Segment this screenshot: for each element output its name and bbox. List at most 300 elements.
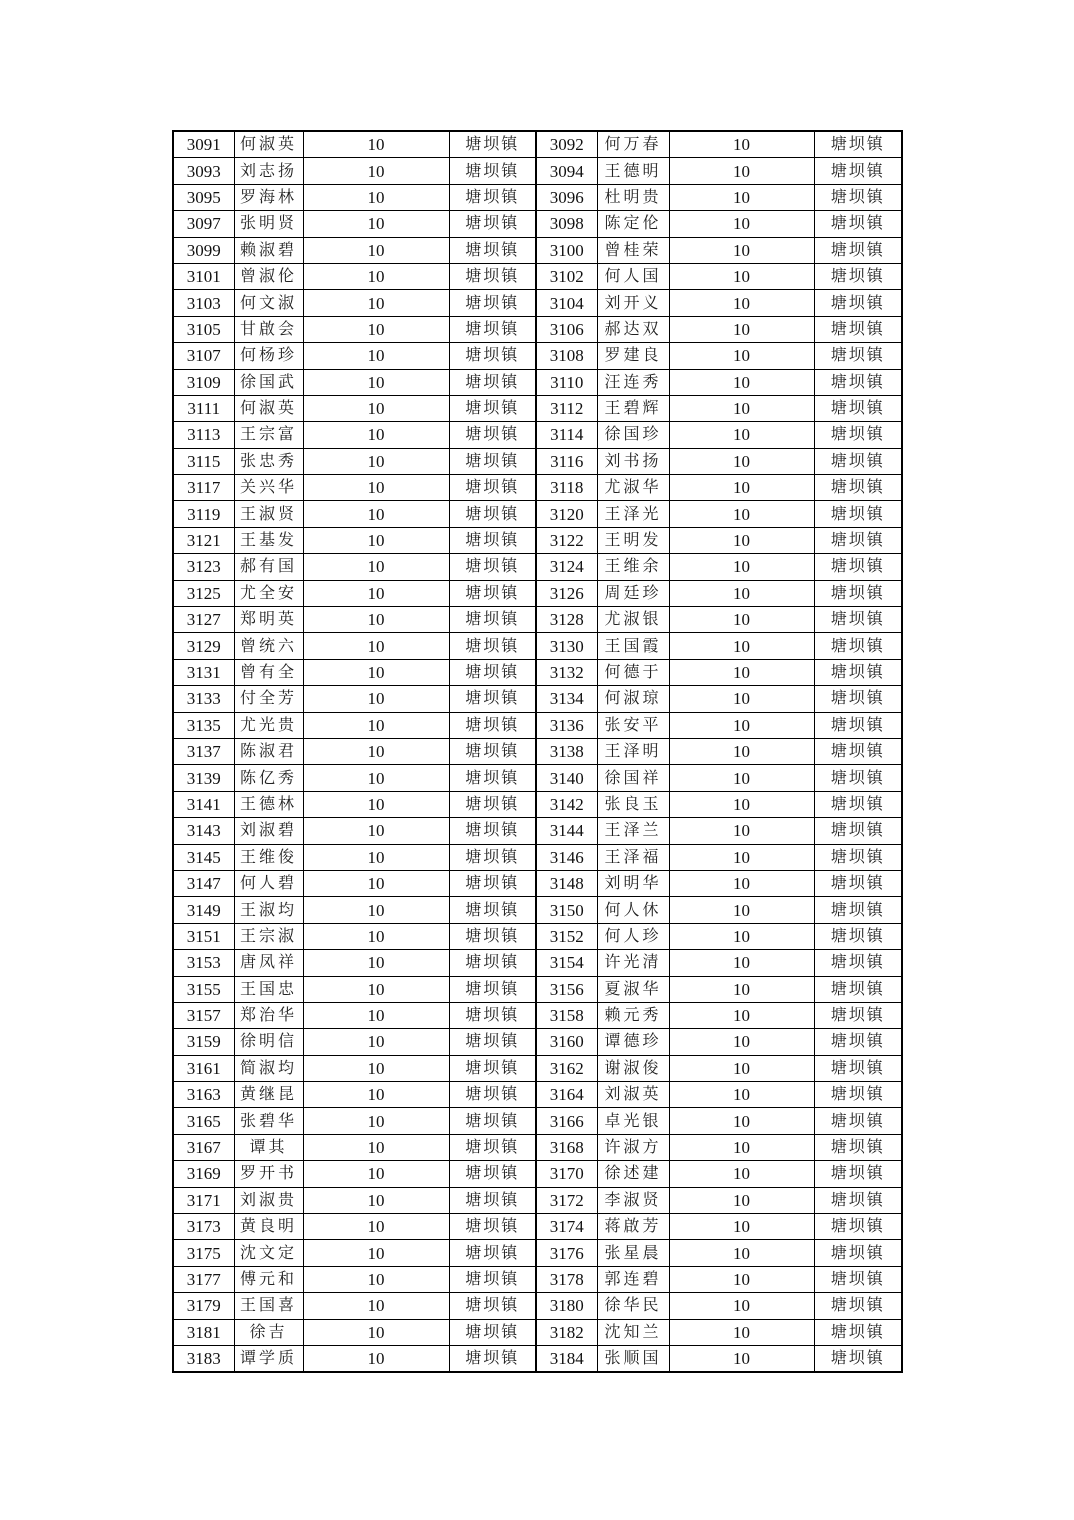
amount: 10 [303,448,449,474]
table-row [173,395,902,421]
person-name: 刘淑英 [597,1082,669,1108]
record-number: 3150 [536,897,597,923]
record-number: 3101 [173,263,234,289]
person-name: 王泽明 [597,738,669,764]
person-name: 郝有国 [234,554,303,580]
table-row [173,686,902,712]
person-name: 张星晨 [597,1240,669,1266]
record-number: 3170 [536,1161,597,1187]
person-name: 王淑贤 [234,501,303,527]
table-row [173,475,902,501]
person-name: 王明发 [597,527,669,553]
person-name: 曾淑伦 [234,263,303,289]
amount: 10 [669,1187,814,1213]
roster-table [172,130,903,1373]
record-number: 3175 [173,1240,234,1266]
table-row [173,1161,902,1187]
record-number: 3104 [536,290,597,316]
town: 塘坝镇 [814,1293,902,1319]
table-row [173,1187,902,1213]
record-number: 3159 [173,1029,234,1055]
amount: 10 [669,607,814,633]
town: 塘坝镇 [449,1002,536,1028]
person-name: 汪连秀 [597,369,669,395]
town: 塘坝镇 [449,607,536,633]
person-name: 沈知兰 [597,1319,669,1345]
record-number: 3126 [536,580,597,606]
amount: 10 [303,211,449,237]
table-row [173,607,902,633]
record-number: 3107 [173,343,234,369]
table-row [173,976,902,1002]
town: 塘坝镇 [449,1266,536,1292]
record-number: 3091 [173,131,234,158]
record-number: 3124 [536,554,597,580]
amount: 10 [669,211,814,237]
town: 塘坝镇 [449,448,536,474]
town: 塘坝镇 [449,131,536,158]
person-name: 尤全安 [234,580,303,606]
person-name: 简淑均 [234,1055,303,1081]
amount: 10 [303,422,449,448]
town: 塘坝镇 [449,263,536,289]
record-number: 3157 [173,1002,234,1028]
amount: 10 [669,369,814,395]
person-name: 唐凤祥 [234,950,303,976]
record-number: 3123 [173,554,234,580]
town: 塘坝镇 [449,501,536,527]
town: 塘坝镇 [449,1240,536,1266]
person-name: 郑治华 [234,1002,303,1028]
amount: 10 [669,1055,814,1081]
town: 塘坝镇 [449,1293,536,1319]
amount: 10 [303,131,449,158]
person-name: 何人休 [597,897,669,923]
amount: 10 [303,1002,449,1028]
town: 塘坝镇 [814,712,902,738]
town: 塘坝镇 [814,1055,902,1081]
amount: 10 [303,554,449,580]
amount: 10 [669,1266,814,1292]
table-row [173,950,902,976]
town: 塘坝镇 [814,237,902,263]
amount: 10 [669,738,814,764]
record-number: 3173 [173,1214,234,1240]
town: 塘坝镇 [449,686,536,712]
town: 塘坝镇 [814,475,902,501]
town: 塘坝镇 [814,1029,902,1055]
amount: 10 [303,818,449,844]
amount: 10 [303,791,449,817]
record-number: 3148 [536,870,597,896]
town: 塘坝镇 [814,1002,902,1028]
town: 塘坝镇 [449,158,536,184]
table-row [173,765,902,791]
table-row [173,580,902,606]
amount: 10 [669,554,814,580]
amount: 10 [303,158,449,184]
amount: 10 [669,290,814,316]
table-row [173,1108,902,1134]
person-name: 许淑方 [597,1134,669,1160]
town: 塘坝镇 [449,527,536,553]
amount: 10 [303,1266,449,1292]
person-name: 郑明英 [234,607,303,633]
town: 塘坝镇 [814,844,902,870]
town: 塘坝镇 [449,422,536,448]
table-row [173,1029,902,1055]
record-number: 3106 [536,316,597,342]
town: 塘坝镇 [449,1319,536,1345]
town: 塘坝镇 [449,870,536,896]
person-name: 付全芳 [234,686,303,712]
amount: 10 [303,263,449,289]
person-name: 王淑均 [234,897,303,923]
amount: 10 [669,870,814,896]
amount: 10 [303,1029,449,1055]
record-number: 3163 [173,1082,234,1108]
record-number: 3133 [173,686,234,712]
amount: 10 [303,580,449,606]
person-name: 赖淑碧 [234,237,303,263]
person-name: 王德林 [234,791,303,817]
amount: 10 [669,897,814,923]
amount: 10 [669,1319,814,1345]
town: 塘坝镇 [449,1187,536,1213]
amount: 10 [669,1082,814,1108]
amount: 10 [669,976,814,1002]
amount: 10 [303,686,449,712]
amount: 10 [669,923,814,949]
amount: 10 [303,527,449,553]
amount: 10 [303,1082,449,1108]
person-name: 何淑英 [234,131,303,158]
amount: 10 [303,607,449,633]
record-number: 3097 [173,211,234,237]
record-number: 3136 [536,712,597,738]
town: 塘坝镇 [814,976,902,1002]
person-name: 徐国祥 [597,765,669,791]
amount: 10 [669,950,814,976]
table-row [173,1214,902,1240]
record-number: 3174 [536,1214,597,1240]
amount: 10 [303,475,449,501]
town: 塘坝镇 [449,1108,536,1134]
record-number: 3125 [173,580,234,606]
record-number: 3155 [173,976,234,1002]
person-name: 谭德珍 [597,1029,669,1055]
person-name: 何万春 [597,131,669,158]
amount: 10 [303,1134,449,1160]
amount: 10 [669,580,814,606]
town: 塘坝镇 [814,659,902,685]
table-row [173,1240,902,1266]
amount: 10 [303,1161,449,1187]
record-number: 3120 [536,501,597,527]
amount: 10 [669,448,814,474]
person-name: 王国霞 [597,633,669,659]
amount: 10 [303,659,449,685]
person-name: 卓光银 [597,1108,669,1134]
record-number: 3138 [536,738,597,764]
town: 塘坝镇 [814,501,902,527]
town: 塘坝镇 [814,184,902,210]
amount: 10 [669,765,814,791]
record-number: 3151 [173,923,234,949]
amount: 10 [669,712,814,738]
person-name: 何杨珍 [234,343,303,369]
record-number: 3172 [536,1187,597,1213]
person-name: 刘淑贵 [234,1187,303,1213]
person-name: 徐吉 [234,1319,303,1345]
amount: 10 [303,712,449,738]
person-name: 何人国 [597,263,669,289]
amount: 10 [303,290,449,316]
record-number: 3099 [173,237,234,263]
person-name: 曾有全 [234,659,303,685]
town: 塘坝镇 [814,1319,902,1345]
table-row [173,501,902,527]
town: 塘坝镇 [449,738,536,764]
town: 塘坝镇 [449,1029,536,1055]
amount: 10 [669,818,814,844]
town: 塘坝镇 [449,316,536,342]
town: 塘坝镇 [449,791,536,817]
town: 塘坝镇 [814,1266,902,1292]
person-name: 尤淑华 [597,475,669,501]
amount: 10 [303,1345,449,1372]
record-number: 3100 [536,237,597,263]
record-number: 3114 [536,422,597,448]
record-number: 3130 [536,633,597,659]
person-name: 王宗淑 [234,923,303,949]
amount: 10 [669,844,814,870]
amount: 10 [303,1108,449,1134]
table-row [173,1345,902,1372]
town: 塘坝镇 [814,131,902,158]
record-number: 3161 [173,1055,234,1081]
person-name: 王泽兰 [597,818,669,844]
amount: 10 [669,422,814,448]
amount: 10 [669,395,814,421]
record-number: 3156 [536,976,597,1002]
town: 塘坝镇 [449,1134,536,1160]
table-row [173,343,902,369]
town: 塘坝镇 [449,1082,536,1108]
town: 塘坝镇 [814,1187,902,1213]
amount: 10 [303,738,449,764]
amount: 10 [303,395,449,421]
amount: 10 [669,1029,814,1055]
amount: 10 [303,633,449,659]
amount: 10 [669,1240,814,1266]
town: 塘坝镇 [449,580,536,606]
record-number: 3143 [173,818,234,844]
amount: 10 [669,1293,814,1319]
record-number: 3094 [536,158,597,184]
table-row [173,211,902,237]
amount: 10 [303,765,449,791]
table-row [173,1319,902,1345]
person-name: 黄良明 [234,1214,303,1240]
town: 塘坝镇 [449,475,536,501]
person-name: 周廷珍 [597,580,669,606]
record-number: 3129 [173,633,234,659]
amount: 10 [303,1187,449,1213]
record-number: 3103 [173,290,234,316]
person-name: 刘开义 [597,290,669,316]
town: 塘坝镇 [449,765,536,791]
table-row [173,1134,902,1160]
record-number: 3118 [536,475,597,501]
amount: 10 [303,976,449,1002]
record-number: 3134 [536,686,597,712]
record-number: 3184 [536,1345,597,1372]
person-name: 何淑英 [234,395,303,421]
amount: 10 [303,870,449,896]
record-number: 3092 [536,131,597,158]
person-name: 王德明 [597,158,669,184]
record-number: 3168 [536,1134,597,1160]
record-number: 3144 [536,818,597,844]
town: 塘坝镇 [814,1214,902,1240]
record-number: 3146 [536,844,597,870]
town: 塘坝镇 [814,686,902,712]
amount: 10 [669,633,814,659]
record-number: 3164 [536,1082,597,1108]
person-name: 陈淑君 [234,738,303,764]
town: 塘坝镇 [814,554,902,580]
record-number: 3178 [536,1266,597,1292]
record-number: 3158 [536,1002,597,1028]
person-name: 罗开书 [234,1161,303,1187]
amount: 10 [669,1134,814,1160]
person-name: 王国喜 [234,1293,303,1319]
amount: 10 [669,686,814,712]
record-number: 3176 [536,1240,597,1266]
record-number: 3166 [536,1108,597,1134]
town: 塘坝镇 [449,395,536,421]
table-row [173,818,902,844]
town: 塘坝镇 [449,659,536,685]
town: 塘坝镇 [449,976,536,1002]
person-name: 张碧华 [234,1108,303,1134]
record-number: 3145 [173,844,234,870]
person-name: 刘志扬 [234,158,303,184]
amount: 10 [669,316,814,342]
town: 塘坝镇 [814,818,902,844]
town: 塘坝镇 [814,607,902,633]
record-number: 3162 [536,1055,597,1081]
table-row [173,844,902,870]
amount: 10 [303,1214,449,1240]
person-name: 尤光贵 [234,712,303,738]
person-name: 何德于 [597,659,669,685]
person-name: 张良玉 [597,791,669,817]
town: 塘坝镇 [449,184,536,210]
person-name: 甘啟会 [234,316,303,342]
table-row [173,290,902,316]
table-row [173,1055,902,1081]
town: 塘坝镇 [814,527,902,553]
amount: 10 [669,475,814,501]
person-name: 刘淑碧 [234,818,303,844]
town: 塘坝镇 [814,633,902,659]
person-name: 张明贤 [234,211,303,237]
person-name: 王维余 [597,554,669,580]
record-number: 3093 [173,158,234,184]
town: 塘坝镇 [449,950,536,976]
table-row [173,184,902,210]
amount: 10 [303,1293,449,1319]
table-row [173,1293,902,1319]
person-name: 罗建良 [597,343,669,369]
record-number: 3142 [536,791,597,817]
table-row [173,897,902,923]
table-row [173,659,902,685]
amount: 10 [303,501,449,527]
record-number: 3096 [536,184,597,210]
person-name: 刘明华 [597,870,669,896]
person-name: 王国忠 [234,976,303,1002]
amount: 10 [669,158,814,184]
roster-body [173,131,902,1372]
record-number: 3102 [536,263,597,289]
town: 塘坝镇 [814,580,902,606]
person-name: 张顺国 [597,1345,669,1372]
amount: 10 [669,343,814,369]
person-name: 王宗富 [234,422,303,448]
table-row [173,923,902,949]
record-number: 3149 [173,897,234,923]
person-name: 蒋啟芳 [597,1214,669,1240]
record-number: 3127 [173,607,234,633]
town: 塘坝镇 [449,1161,536,1187]
person-name: 谢淑俊 [597,1055,669,1081]
person-name: 王碧辉 [597,395,669,421]
town: 塘坝镇 [449,1055,536,1081]
town: 塘坝镇 [449,1214,536,1240]
town: 塘坝镇 [814,395,902,421]
person-name: 谭其 [234,1134,303,1160]
town: 塘坝镇 [449,290,536,316]
amount: 10 [669,527,814,553]
record-number: 3109 [173,369,234,395]
town: 塘坝镇 [814,923,902,949]
record-number: 3131 [173,659,234,685]
town: 塘坝镇 [449,712,536,738]
record-number: 3098 [536,211,597,237]
amount: 10 [303,184,449,210]
amount: 10 [303,1055,449,1081]
amount: 10 [303,844,449,870]
amount: 10 [669,1002,814,1028]
person-name: 王维俊 [234,844,303,870]
amount: 10 [303,950,449,976]
record-number: 3105 [173,316,234,342]
town: 塘坝镇 [814,316,902,342]
town: 塘坝镇 [814,422,902,448]
town: 塘坝镇 [814,738,902,764]
town: 塘坝镇 [449,343,536,369]
town: 塘坝镇 [814,1161,902,1187]
table-row [173,738,902,764]
town: 塘坝镇 [449,1345,536,1372]
person-name: 杜明贵 [597,184,669,210]
amount: 10 [669,1161,814,1187]
person-name: 徐明信 [234,1029,303,1055]
town: 塘坝镇 [814,1240,902,1266]
